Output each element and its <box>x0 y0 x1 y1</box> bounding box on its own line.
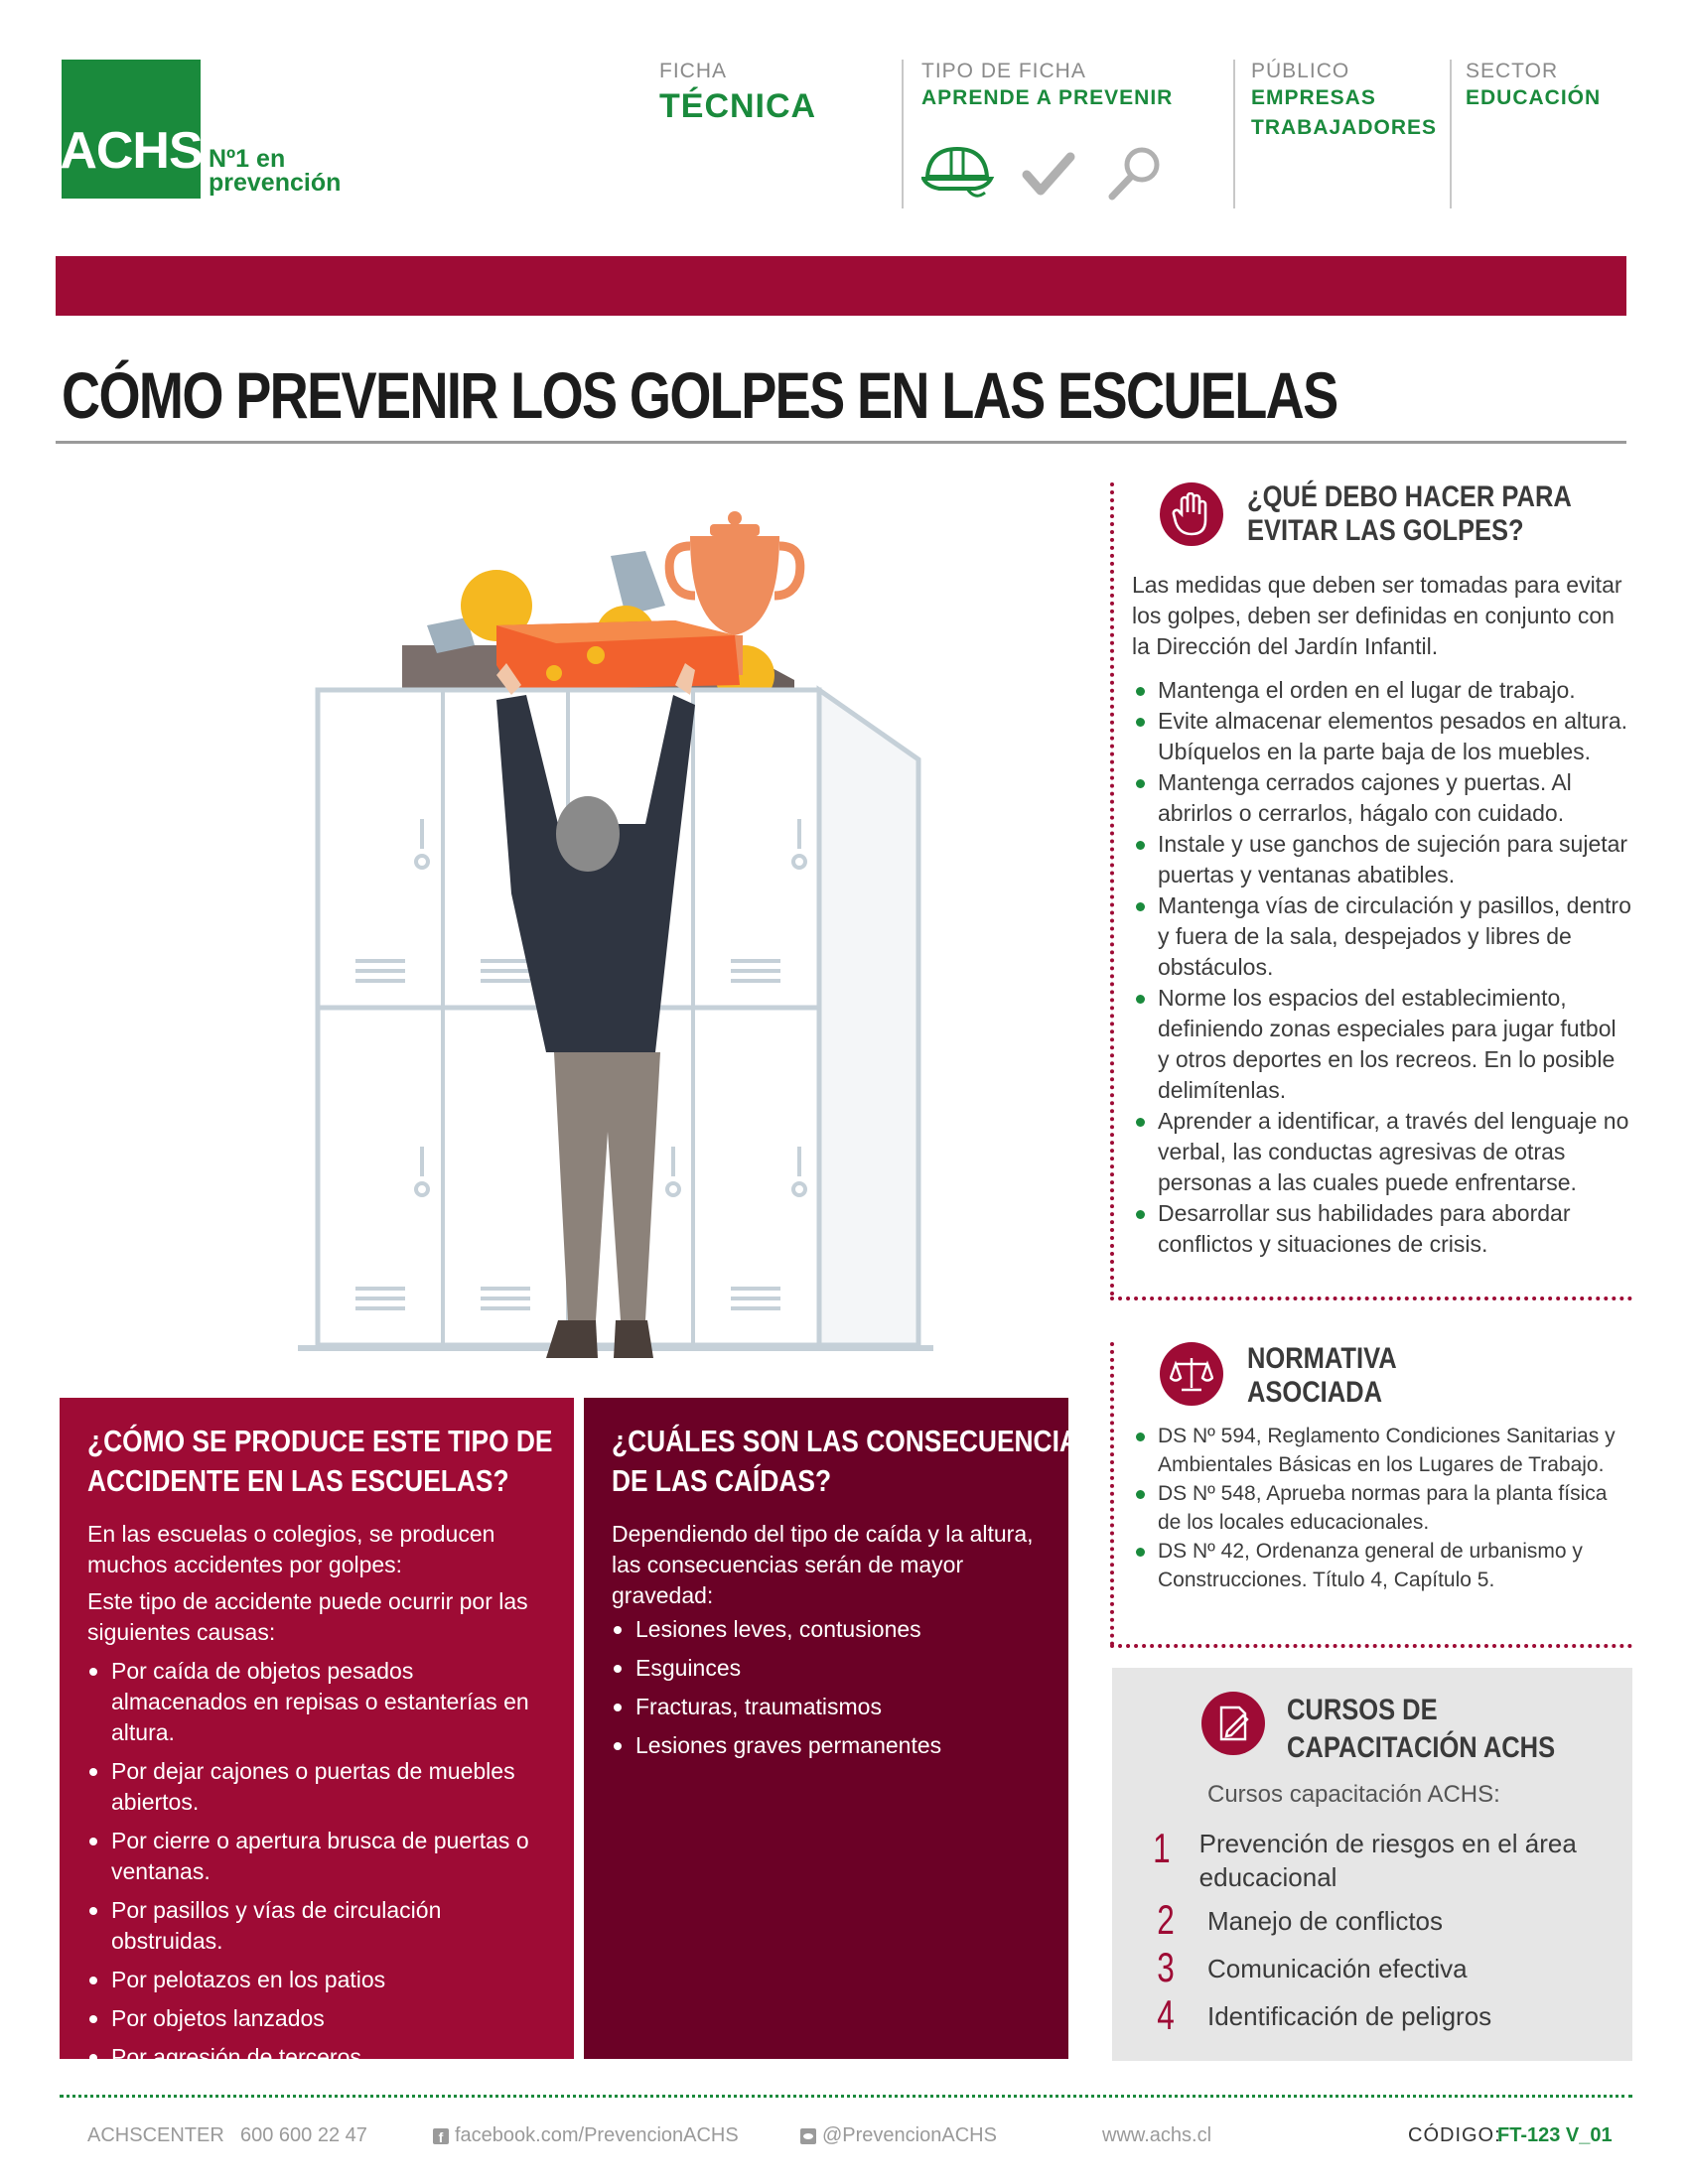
twitter-icon <box>800 2128 816 2144</box>
ficha-value: TÉCNICA <box>659 87 817 125</box>
footer-web[interactable]: www.achs.cl <box>1102 2124 1212 2146</box>
como-produce-p2: Este tipo de accidente puede ocurrir por las siguientes causas: <box>87 1588 528 1645</box>
como-produce-title <box>87 1422 553 1501</box>
section-dotted-border <box>1110 1644 1632 1648</box>
sector-value: EDUCACIÓN <box>1466 86 1602 109</box>
list-item: Mantenga cerrados cajones y puertas. Al abrirlos o cerrarlos, hágalo con cuidado. <box>1134 767 1632 829</box>
como-produce-title-line1: ¿CÓMO SE PRODUCE ESTE TIPO DE <box>87 1424 553 1458</box>
logo-text: ACHS <box>60 122 203 180</box>
list-item: DS Nº 548, Aprueba normas para la planta física de los locales educacionales. <box>1134 1479 1632 1537</box>
como-produce-p1: En las escuelas o colegios, se producen muchos accidentes por golpes: <box>87 1521 495 1577</box>
list-item: Esguinces <box>612 1653 1049 1684</box>
logo-tagline <box>209 147 341 195</box>
que-hacer-list <box>1134 675 1632 1260</box>
consecuencias-title-line1: ¿CUÁLES SON LAS CONSECUENCIAS <box>612 1424 1096 1458</box>
list-item: DS Nº 594, Reglamento Condiciones Sanitarias y Ambientales Básicas en los Lugares de Trabajo. <box>1134 1422 1632 1479</box>
consecuencias-title-line2: DE LAS CAÍDAS? <box>612 1463 832 1498</box>
tipo-label: TIPO DE FICHA <box>921 60 1086 82</box>
cursos-subtitle: Cursos capacitación ACHS: <box>1207 1781 1500 1808</box>
list-item: Por pelotazos en los patios <box>87 1965 554 1995</box>
list-item: Mantenga vías de circulación y pasillos, dentro y fuera de la sala, despejados y libres de obstáculos. <box>1134 890 1632 983</box>
section-dotted-border <box>1110 1297 1632 1300</box>
facebook-link[interactable]: facebook.com/PrevencionACHS <box>455 2124 739 2146</box>
cursos-panel <box>1112 1668 1632 2061</box>
section-dotted-border <box>1110 482 1114 1297</box>
normativa-title-line2: ASOCIADA <box>1247 1376 1383 1409</box>
helmet-icon <box>923 149 991 196</box>
list-item: Por objetos lanzados <box>87 2003 554 2034</box>
consecuencias-box <box>584 1398 1096 2059</box>
hand-stop-icon <box>1160 482 1223 546</box>
cursos-title <box>1287 1692 1555 1767</box>
curso-text: Prevención de riesgos en el área educacional <box>1198 1829 1577 1892</box>
footer-facebook[interactable] <box>433 2124 739 2147</box>
curso-item <box>1146 1827 1613 1894</box>
list-item: Norme los espacios del establecimiento, definiendo zonas especiales para jugar futbol y otros deportes en los recreos. En lo posible delimítenlas. <box>1134 983 1632 1106</box>
footer-twitter[interactable] <box>800 2124 997 2147</box>
sector-label: SECTOR <box>1466 60 1559 82</box>
list-item: Lesiones leves, contusiones <box>612 1614 1049 1645</box>
curso-item <box>1146 1898 1613 1942</box>
list-item: Desarrollar sus habilidades para abordar conflictos y situaciones de crisis. <box>1134 1198 1632 1260</box>
footer-divider <box>60 2095 1632 2098</box>
normativa-list <box>1134 1422 1632 1594</box>
facebook-icon: f <box>433 2128 449 2144</box>
list-item: Fracturas, traumatismos <box>612 1692 1049 1722</box>
checkmark-icon <box>1027 157 1070 191</box>
que-hacer-title-line1: ¿QUÉ DEBO HACER PARA <box>1247 480 1572 513</box>
que-hacer-intro: Las medidas que deben ser tomadas para evitar los golpes, deben ser definidas en conjunto con la Dirección del Jardín Infantil. <box>1132 572 1622 659</box>
curso-number: 4 <box>1157 1991 1175 2038</box>
como-produce-title-line2: ACCIDENTE EN LAS ESCUELAS? <box>87 1463 509 1498</box>
publico-value-1: EMPRESAS <box>1251 86 1376 109</box>
edit-document-icon <box>1201 1692 1265 1755</box>
footer-phone[interactable]: 600 600 22 47 <box>240 2124 367 2146</box>
header-tipo <box>921 60 1173 113</box>
magnifier-icon <box>1112 150 1157 197</box>
list-item: Instale y use ganchos de sujeción para sujetar puertas y ventanas abatibles. <box>1134 829 1632 890</box>
list-item: Aprender a identificar, a través del lenguaje no verbal, las conductas agresivas de otras personas a las cuales puede enfrentarse. <box>1134 1106 1632 1198</box>
publico-value-2: TRABAJADORES <box>1251 116 1438 139</box>
tipo-icons <box>921 139 1180 208</box>
cursos-title-line1: CURSOS DE <box>1287 1694 1438 1726</box>
header-ficha <box>659 60 816 126</box>
codigo-value: FT-123 V_01 <box>1497 2124 1613 2146</box>
consecuencias-p1: Dependiendo del tipo de caída y la altura, las consecuencias serán de mayor gravedad: <box>612 1521 1034 1608</box>
tipo-value: APRENDE A PREVENIR <box>921 86 1174 109</box>
list-item: Mantenga el orden en el lugar de trabajo. <box>1134 675 1632 706</box>
section-dotted-border <box>1110 1342 1114 1646</box>
list-item: Por dejar cajones o puertas de muebles abiertos. <box>87 1756 554 1818</box>
title-divider <box>56 441 1626 444</box>
ficha-label: FICHA <box>659 60 727 82</box>
scales-icon <box>1160 1342 1223 1406</box>
header-red-bar <box>56 256 1626 316</box>
list-item: Lesiones graves permanentes <box>612 1730 1049 1761</box>
header-publico <box>1251 60 1437 143</box>
como-produce-box <box>60 1398 574 2070</box>
que-hacer-title <box>1247 480 1572 548</box>
footer-center: ACHSCENTER <box>87 2124 224 2146</box>
header-separator <box>1233 60 1235 208</box>
como-produce-list <box>87 1656 554 2081</box>
header-separator <box>1450 60 1452 208</box>
list-item: Por caída de objetos pesados almacenados en repisas o estanterías en altura. <box>87 1656 554 1748</box>
list-item: Por cierre o apertura brusca de puertas o ventanas. <box>87 1826 554 1887</box>
header-sector <box>1466 60 1601 113</box>
header-separator <box>902 60 904 208</box>
consecuencias-list <box>612 1614 1049 1769</box>
que-hacer-title-line2: EVITAR LAS GOLPES? <box>1247 514 1524 547</box>
curso-text: Identificación de peligros <box>1207 2001 1492 2031</box>
list-item: DS Nº 42, Ordenanza general de urbanismo y Construcciones. Título 4, Capítulo 5. <box>1134 1537 1632 1594</box>
list-item: Evite almacenar elementos pesados en altura. Ubíquelos en la parte baja de los muebles. <box>1134 706 1632 767</box>
curso-number: 3 <box>1157 1944 1175 1990</box>
tagline-line2: prevención <box>209 169 342 197</box>
list-item: Por pasillos y vías de circulación obstruidas. <box>87 1895 554 1957</box>
curso-number: 1 <box>1153 1825 1171 1871</box>
cursos-list <box>1146 1827 1613 2037</box>
achs-logo <box>62 60 201 199</box>
consecuencias-title <box>612 1422 1096 1501</box>
tagline-line1: Nº1 en <box>209 145 286 173</box>
illustration-lockers <box>298 496 933 1370</box>
twitter-link[interactable]: @PrevencionACHS <box>822 2124 997 2146</box>
normativa-title-line1: NORMATIVA <box>1247 1342 1397 1375</box>
curso-text: Comunicación efectiva <box>1207 1954 1468 1983</box>
curso-item <box>1146 1946 1613 1989</box>
curso-text: Manejo de conflictos <box>1207 1906 1444 1936</box>
codigo-label: CÓDIGO: <box>1408 2124 1501 2146</box>
page-title: CÓMO PREVENIR LOS GOLPES EN LAS ESCUELAS <box>62 358 1337 432</box>
curso-item <box>1146 1993 1613 2037</box>
normativa-title <box>1247 1342 1397 1410</box>
cursos-title-line2: CAPACITACIÓN ACHS <box>1287 1731 1556 1764</box>
list-item: Por agresión de terceros. <box>87 2042 554 2073</box>
curso-number: 2 <box>1157 1896 1175 1943</box>
publico-label: PÚBLICO <box>1251 60 1350 82</box>
